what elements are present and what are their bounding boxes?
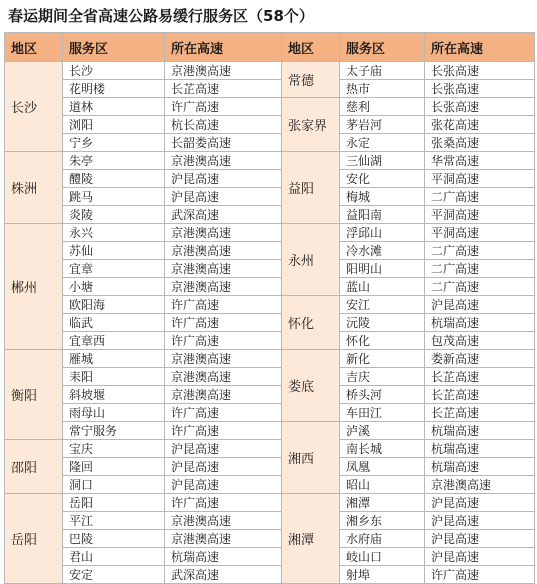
service-area-cell-left: 欧阳海	[63, 296, 165, 314]
highway-cell-right: 长芷高速	[425, 404, 535, 422]
highway-cell-right: 杭瑞高速	[425, 458, 535, 476]
service-area-cell-right: 新化	[340, 350, 425, 368]
highway-cell-right: 娄新高速	[425, 350, 535, 368]
service-area-cell-left: 隆回	[63, 458, 165, 476]
highway-cell-right: 平洞高速	[425, 170, 535, 188]
service-area-cell-right: 湘乡东	[340, 512, 425, 530]
region-cell-left: 郴州	[5, 224, 63, 350]
service-area-cell-left: 宝庆	[63, 440, 165, 458]
highway-cell-right: 许广高速	[425, 566, 535, 584]
table-row	[5, 314, 535, 332]
service-area-cell-left: 君山	[63, 548, 165, 566]
table-row	[5, 566, 535, 584]
table-row	[5, 242, 535, 260]
highway-cell-left: 京港澳高速	[165, 368, 282, 386]
highway-cell-right: 杭瑞高速	[425, 422, 535, 440]
highway-cell-left: 沪昆高速	[165, 476, 282, 494]
table-row	[5, 404, 535, 422]
service-area-cell-right: 永定	[340, 134, 425, 152]
table-row	[5, 332, 535, 350]
highway-cell-right: 二广高速	[425, 242, 535, 260]
region-cell-right: 永州	[282, 224, 340, 296]
highway-cell-right: 二广高速	[425, 278, 535, 296]
region-cell-left: 长沙	[5, 62, 63, 152]
page-title: 春运期间全省高速公路易缓行服务区（58个）	[8, 7, 314, 25]
header-region-left: 地区	[5, 33, 63, 62]
service-area-cell-right: 沅陵	[340, 314, 425, 332]
highway-cell-right: 沪昆高速	[425, 530, 535, 548]
service-area-cell-right: 吉庆	[340, 368, 425, 386]
table-row	[5, 62, 535, 80]
highway-cell-left: 许广高速	[165, 404, 282, 422]
service-area-cell-right: 热市	[340, 80, 425, 98]
highway-cell-left: 京港澳高速	[165, 260, 282, 278]
region-cell-right: 益阳	[282, 152, 340, 224]
table-row	[5, 224, 535, 242]
highway-cell-left: 京港澳高速	[165, 62, 282, 80]
highway-cell-left: 沪昆高速	[165, 440, 282, 458]
table-row	[5, 422, 535, 440]
region-cell-right: 常德	[282, 62, 340, 98]
service-area-cell-left: 耒阳	[63, 368, 165, 386]
highway-cell-left: 许广高速	[165, 314, 282, 332]
highway-cell-right: 京港澳高速	[425, 476, 535, 494]
highway-cell-right: 长张高速	[425, 98, 535, 116]
highway-cell-right: 沪昆高速	[425, 494, 535, 512]
region-cell-left: 株洲	[5, 152, 63, 224]
service-area-cell-right: 昭山	[340, 476, 425, 494]
highway-cell-left: 沪昆高速	[165, 458, 282, 476]
highway-cell-right: 沪昆高速	[425, 296, 535, 314]
highway-cell-left: 长韶娄高速	[165, 134, 282, 152]
highway-cell-right: 二广高速	[425, 188, 535, 206]
table-row	[5, 440, 535, 458]
table-row	[5, 188, 535, 206]
highway-cell-right: 长芷高速	[425, 368, 535, 386]
service-area-cell-right: 水府庙	[340, 530, 425, 548]
table-row	[5, 278, 535, 296]
table-body	[5, 62, 535, 584]
service-area-cell-left: 宁乡	[63, 134, 165, 152]
highway-cell-left: 武深高速	[165, 566, 282, 584]
highway-cell-right: 包茂高速	[425, 332, 535, 350]
service-area-cell-right: 益阳南	[340, 206, 425, 224]
service-area-cell-right: 蓝山	[340, 278, 425, 296]
highway-cell-left: 京港澳高速	[165, 350, 282, 368]
highway-cell-right: 长芷高速	[425, 386, 535, 404]
highway-cell-left: 京港澳高速	[165, 386, 282, 404]
service-area-cell-left: 长沙	[63, 62, 165, 80]
highway-cell-right: 张桑高速	[425, 134, 535, 152]
highway-cell-left: 杭瑞高速	[165, 548, 282, 566]
table-row	[5, 134, 535, 152]
highway-cell-left: 京港澳高速	[165, 224, 282, 242]
table-row	[5, 548, 535, 566]
highway-cell-left: 许广高速	[165, 494, 282, 512]
service-area-cell-left: 宜章西	[63, 332, 165, 350]
table-row	[5, 98, 535, 116]
header-service-area-right: 服务区	[340, 33, 425, 62]
region-cell-right: 湘潭	[282, 494, 340, 584]
table-row	[5, 386, 535, 404]
service-area-cell-right: 浮邱山	[340, 224, 425, 242]
highway-cell-left: 沪昆高速	[165, 188, 282, 206]
service-area-cell-left: 浏阳	[63, 116, 165, 134]
service-area-cell-right: 泸溪	[340, 422, 425, 440]
table-row	[5, 512, 535, 530]
service-area-cell-right: 湘潭	[340, 494, 425, 512]
highway-cell-right: 杭瑞高速	[425, 440, 535, 458]
service-area-cell-left: 永兴	[63, 224, 165, 242]
table-row	[5, 476, 535, 494]
table-row	[5, 458, 535, 476]
service-area-cell-left: 醴陵	[63, 170, 165, 188]
service-area-cell-left: 安定	[63, 566, 165, 584]
service-area-cell-right: 桥头河	[340, 386, 425, 404]
highway-cell-left: 许广高速	[165, 98, 282, 116]
highway-cell-right: 张花高速	[425, 116, 535, 134]
highway-cell-right: 平洞高速	[425, 206, 535, 224]
service-area-cell-left: 花明楼	[63, 80, 165, 98]
table-row	[5, 260, 535, 278]
highway-cell-right: 长张高速	[425, 62, 535, 80]
highway-cell-left: 京港澳高速	[165, 242, 282, 260]
table-row	[5, 368, 535, 386]
table-row	[5, 206, 535, 224]
service-area-cell-left: 炎陵	[63, 206, 165, 224]
highway-cell-left: 沪昆高速	[165, 170, 282, 188]
table-row	[5, 170, 535, 188]
table-row	[5, 80, 535, 98]
service-area-cell-right: 梅城	[340, 188, 425, 206]
service-area-cell-right: 安江	[340, 296, 425, 314]
service-area-cell-right: 凤凰	[340, 458, 425, 476]
table-row	[5, 350, 535, 368]
table-header-row	[5, 33, 535, 62]
service-area-cell-left: 巴陵	[63, 530, 165, 548]
region-cell-right: 怀化	[282, 296, 340, 350]
service-area-cell-left: 道林	[63, 98, 165, 116]
service-area-cell-right: 太子庙	[340, 62, 425, 80]
service-area-cell-right: 射埠	[340, 566, 425, 584]
highway-cell-left: 京港澳高速	[165, 530, 282, 548]
service-area-cell-left: 斜坡堰	[63, 386, 165, 404]
highway-cell-left: 杭长高速	[165, 116, 282, 134]
highway-cell-right: 二广高速	[425, 260, 535, 278]
highway-cell-right: 杭瑞高速	[425, 314, 535, 332]
service-area-cell-left: 平江	[63, 512, 165, 530]
service-area-cell-right: 慈利	[340, 98, 425, 116]
service-area-table	[4, 32, 535, 584]
table-row	[5, 116, 535, 134]
highway-cell-right: 沪昆高速	[425, 512, 535, 530]
service-area-cell-right: 车田江	[340, 404, 425, 422]
service-area-cell-right: 怀化	[340, 332, 425, 350]
highway-cell-left: 许广高速	[165, 296, 282, 314]
service-area-cell-right: 茅岩河	[340, 116, 425, 134]
service-area-cell-left: 雁城	[63, 350, 165, 368]
region-cell-left: 衡阳	[5, 350, 63, 440]
region-cell-right: 湘西	[282, 422, 340, 494]
header-highway-left: 所在高速	[165, 33, 282, 62]
table-row	[5, 494, 535, 512]
highway-cell-right: 沪昆高速	[425, 548, 535, 566]
service-area-cell-left: 苏仙	[63, 242, 165, 260]
service-area-cell-right: 安化	[340, 170, 425, 188]
highway-cell-right: 平洞高速	[425, 224, 535, 242]
service-area-cell-left: 朱亭	[63, 152, 165, 170]
region-cell-left: 邵阳	[5, 440, 63, 494]
region-cell-left: 岳阳	[5, 494, 63, 584]
highway-cell-left: 许广高速	[165, 332, 282, 350]
service-area-cell-left: 常宁服务	[63, 422, 165, 440]
header-highway-right: 所在高速	[425, 33, 535, 62]
service-area-cell-left: 跳马	[63, 188, 165, 206]
service-area-cell-right: 阳明山	[340, 260, 425, 278]
service-area-cell-left: 雨母山	[63, 404, 165, 422]
region-cell-right: 娄底	[282, 350, 340, 422]
highway-cell-right: 长张高速	[425, 80, 535, 98]
service-area-cell-right: 冷水滩	[340, 242, 425, 260]
header-region-right: 地区	[282, 33, 340, 62]
service-area-cell-left: 小塘	[63, 278, 165, 296]
highway-cell-left: 武深高速	[165, 206, 282, 224]
table-row	[5, 152, 535, 170]
table-row	[5, 296, 535, 314]
service-area-cell-right: 岐山口	[340, 548, 425, 566]
service-area-cell-right: 南长城	[340, 440, 425, 458]
region-cell-right: 张家界	[282, 98, 340, 152]
service-area-cell-left: 岳阳	[63, 494, 165, 512]
highway-cell-left: 京港澳高速	[165, 512, 282, 530]
highway-cell-left: 许广高速	[165, 422, 282, 440]
highway-cell-left: 长芷高速	[165, 80, 282, 98]
table-row	[5, 530, 535, 548]
service-area-cell-left: 临武	[63, 314, 165, 332]
service-area-cell-left: 洞口	[63, 476, 165, 494]
highway-cell-left: 京港澳高速	[165, 278, 282, 296]
service-area-cell-right: 三仙湖	[340, 152, 425, 170]
header-service-area-left: 服务区	[63, 33, 165, 62]
highway-cell-left: 京港澳高速	[165, 152, 282, 170]
service-area-cell-left: 宜章	[63, 260, 165, 278]
highway-cell-right: 华常高速	[425, 152, 535, 170]
